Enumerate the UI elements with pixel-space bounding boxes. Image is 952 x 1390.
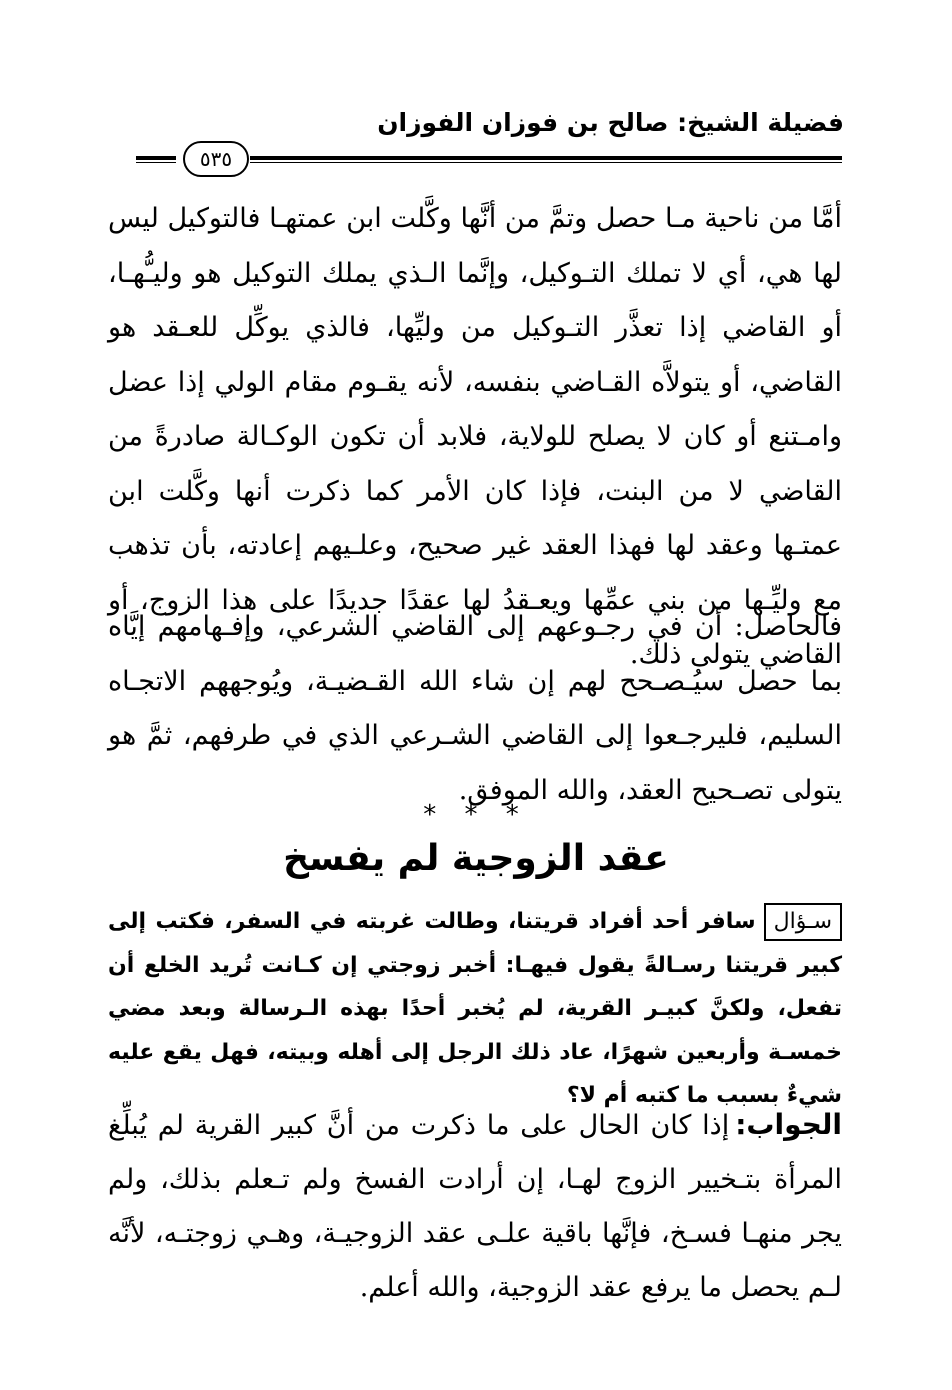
header-rule-right xyxy=(250,156,842,160)
question-label: سـؤال xyxy=(764,903,842,941)
paragraph-1: أمَّا من ناحية مـا حصل وتمَّ من أنَّها وكَّلت ابن عمتهـا فالتوكيل ليس لها هي، أي لا تملك التـوكيل، وإنَّما الـذي يملك التوكيل هو وليـُّهـا، أو القاضي إذا تعذَّر التـوكيل من وليِّها، فالذي يوكِّل للعـقد هو القاضي، أو يتولاَّه القـاضي بنفسه، لأنه يقـوم مقام الولي إذا عضل وامـتنع أو كان لا يصلح للولاية، فلابد أن تكون الوكـالة صادرةً من القاضي لا من البنت، فإذا كان الأمر كما ذكرت أنها وكَّلت ابن عمتـها وعقد لها فهذا العقد غير صحيح، وعلـيهم إعادته، بأن تذهب مع وليِّـها من بني عمِّها ويعـقدُ لها عقدًا جديدًا على هذا الزوج، أو القاضي يتولى ذلك. xyxy=(108,203,842,670)
question-text: سافر أحد أفراد قريتنا، وطالت غربته في السفر، فكتب إلى كبير قريتنا رسـالةً يقول فيهـا: أخبر زوجتي إن كـانت تُريد الخلع أن تفعل، ولكنَّ كبيـر القرية، لم يُخبر أحدًا بهذه الـرسالة وبعد مضي خمسـة وأربعين شهرًا، عاد ذلك الرجل إلى أهله وبيته، فهل يقع عليه شيءٌ بسبب ما كتبه أم لا؟ xyxy=(108,909,842,1108)
answer-text: إذا كان الحال على ما ذكرت من أنَّ كبير القرية لم يُبلِّغ المرأة بتـخيير الزوج لهـا، إن أرادت الفسخ ولم تـعلم بذلك، ولم يجر منهـا فسـخ، فإنَّها باقية علـى عقد الزوجيـة، وهـي زوجتـه، لأنَّه لـم يحصل ما يرفع عقد الزوجية، والله أعلم. xyxy=(108,1110,842,1303)
header-rule-right-thin xyxy=(250,162,842,163)
answer-block xyxy=(108,1098,842,1315)
section-separator: * * * xyxy=(423,800,529,830)
question-block xyxy=(108,900,842,1118)
running-header: فضيلة الشيخ: صالح بن فوزان الفوزان xyxy=(377,108,844,137)
page-number: ٥٣٥ xyxy=(183,141,249,177)
paragraph-2: فالحاصل: أن في رجـوعهم إلى القاضي الشرعي، وإفـهامهم إيَّاه بما حصل سيُـصـحح لهم إن شاء الله القـضيـة، ويُوجههم الاتجـاه السليم، فليرجـعوا إلى القاضي الشـرعي الذي في طرفهم، ثمَّ هو يتولى تصـحيح العقد، والله الموفق. xyxy=(108,611,842,806)
answer-label: الجواب: xyxy=(735,1108,842,1141)
section-title: عقد الزوجية لم يفسخ xyxy=(283,838,669,879)
header-rule-left-thin xyxy=(136,162,176,163)
header-rule-left xyxy=(136,156,176,160)
